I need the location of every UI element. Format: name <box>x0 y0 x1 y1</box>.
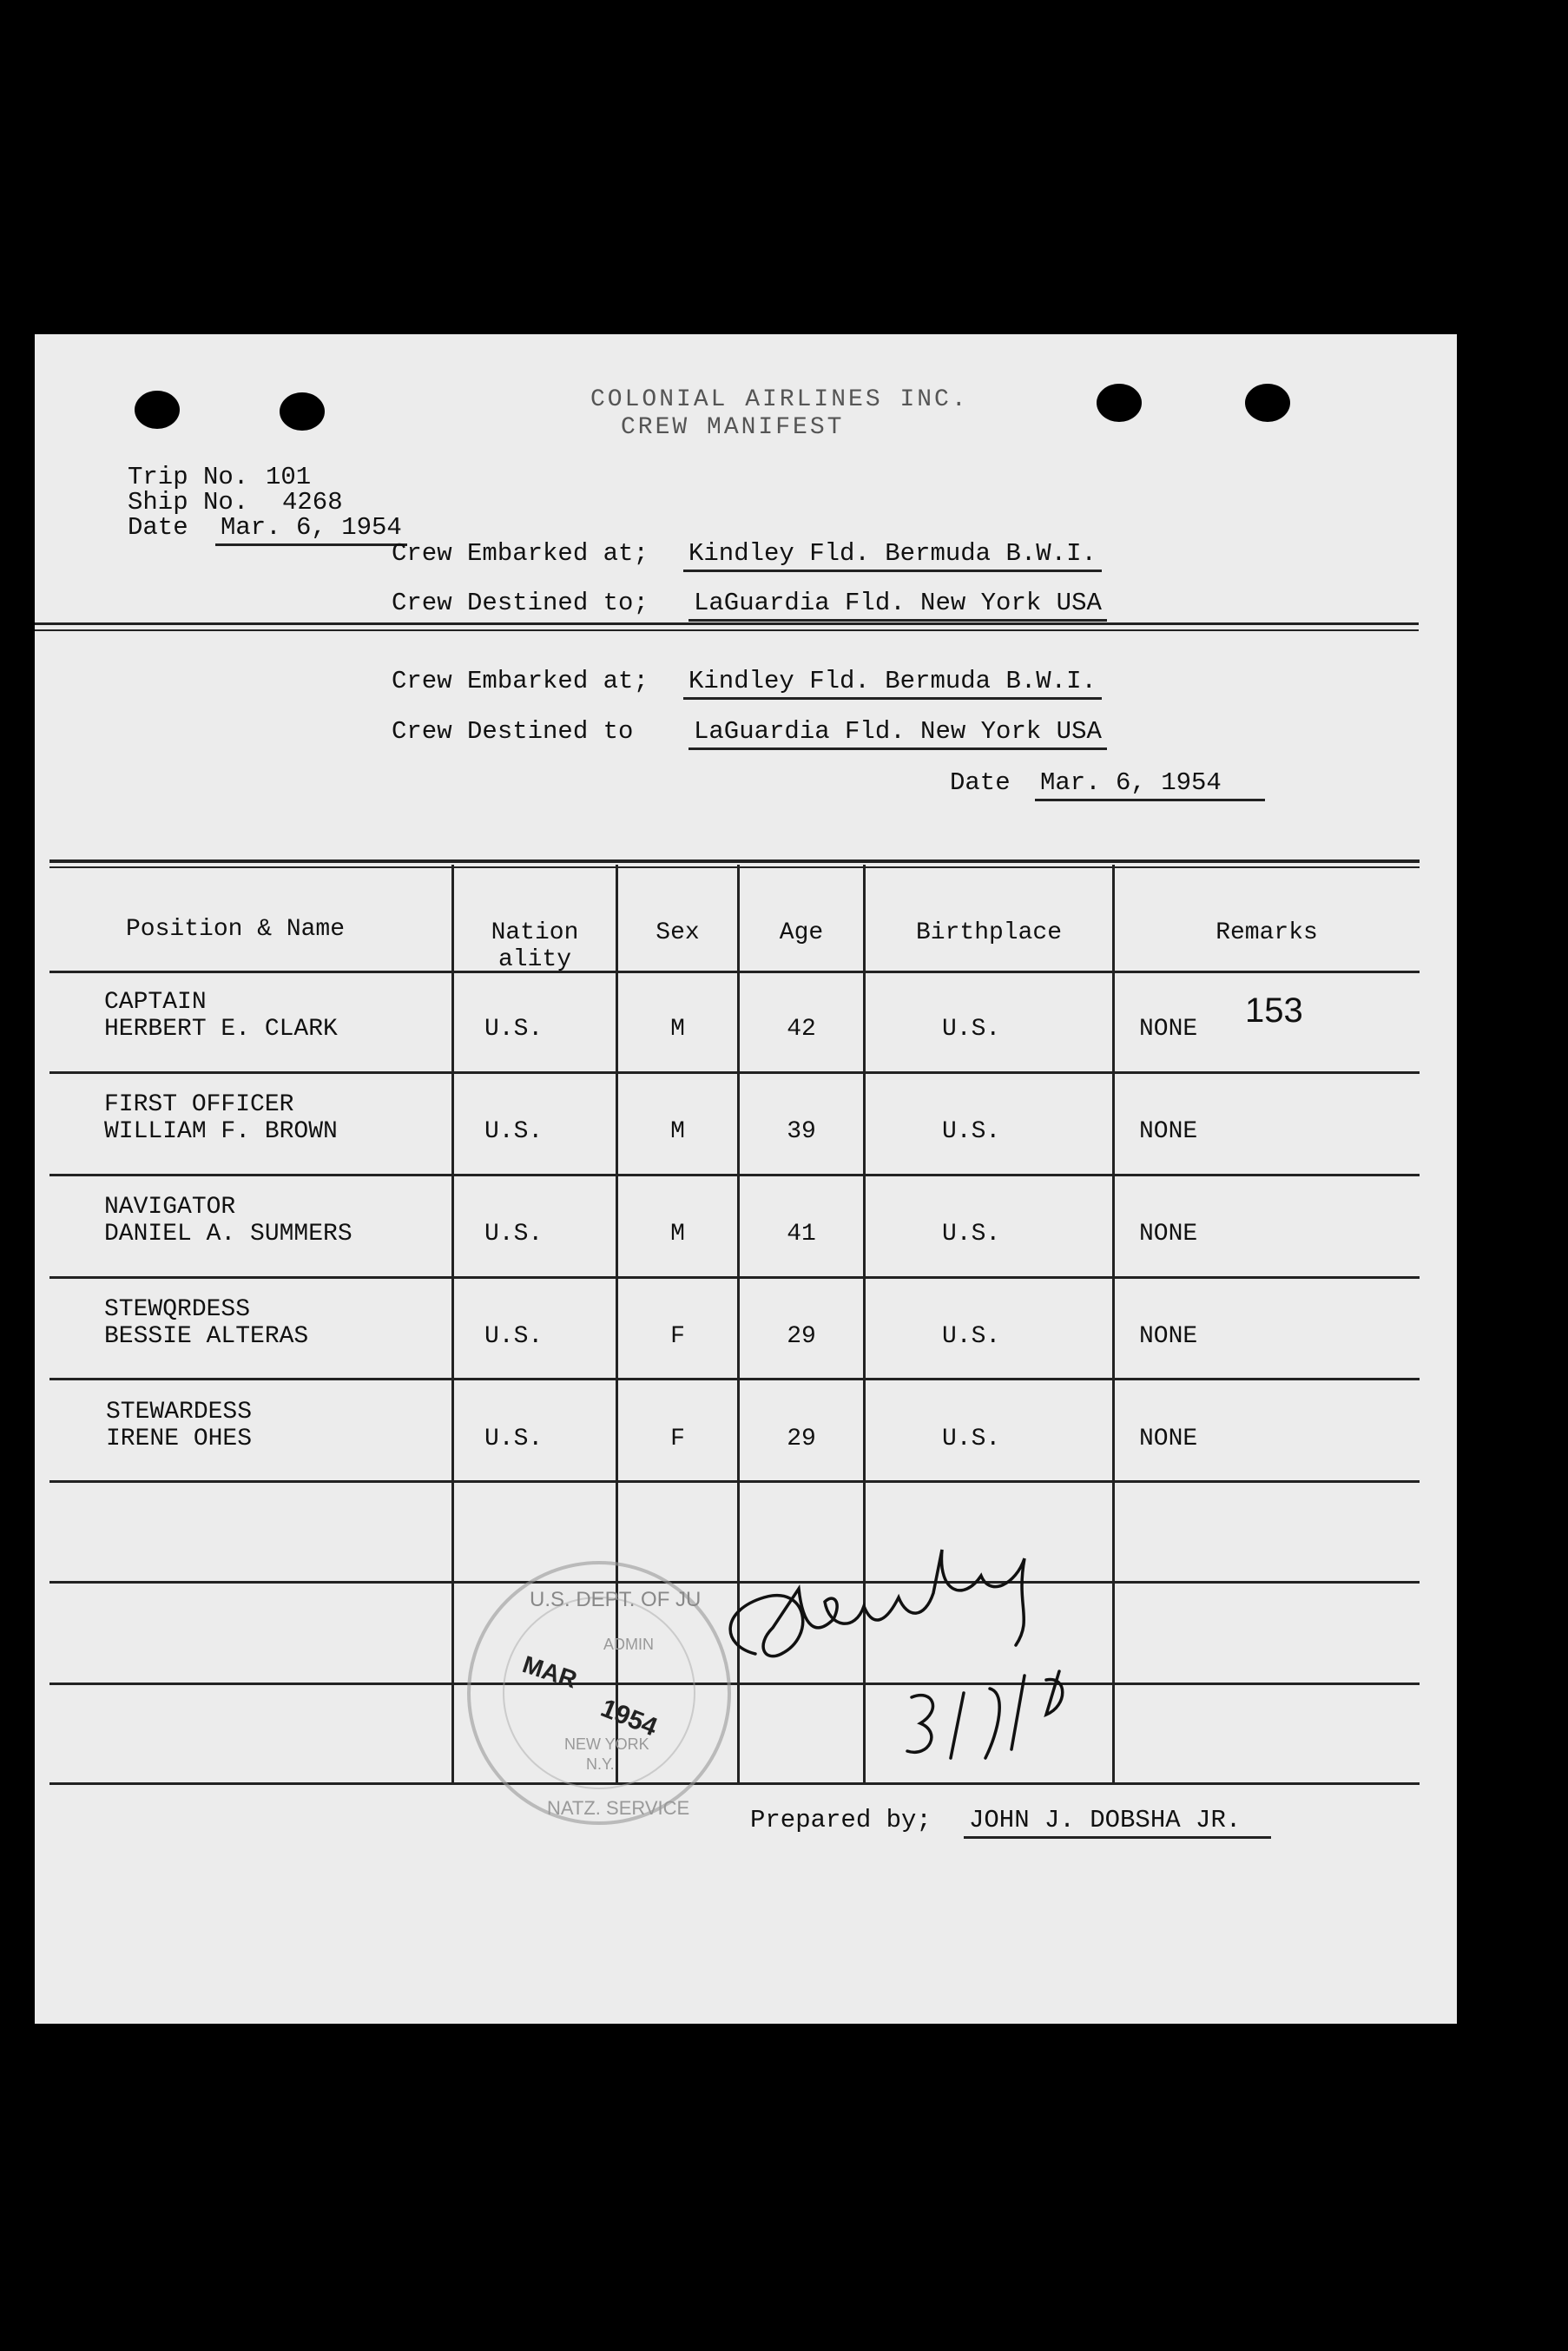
ship-number: 4268 <box>282 488 343 517</box>
punch-hole <box>1097 384 1142 422</box>
row-divider <box>49 1071 1420 1074</box>
trip-date: Mar. 6, 1954 <box>215 513 407 546</box>
row-name: WILLIAM F. BROWN <box>104 1118 338 1145</box>
embarked-location: Kindley Fld. Bermuda B.W.I. <box>683 539 1102 572</box>
row-birthplace: U.S. <box>942 1118 1001 1145</box>
punch-hole <box>1245 384 1290 422</box>
row-age: 41 <box>787 1221 816 1248</box>
row-divider <box>49 1174 1420 1176</box>
prepared-by-label: Prepared by; <box>750 1806 932 1834</box>
header-birthplace: Birthplace <box>915 919 1063 946</box>
immigration-stamp <box>391 1554 755 1849</box>
destined-label: Crew Destined to <box>392 717 634 746</box>
header-nationality: Nation ality <box>491 919 579 973</box>
row-remarks: NONE <box>1139 1426 1198 1452</box>
manifest-sheet <box>35 334 1457 2024</box>
manifest-title: CREW MANIFEST <box>621 414 845 441</box>
table-top-border <box>49 859 1420 863</box>
row-remarks: NONE <box>1139 1221 1198 1248</box>
row-position: CAPTAIN <box>104 989 207 1016</box>
row-remarks: NONE <box>1139 1016 1198 1043</box>
row-nationality: U.S. <box>484 1426 544 1452</box>
manifest-date: Mar. 6, 1954 <box>1035 768 1265 801</box>
header-sex: Sex <box>656 919 700 946</box>
row-birthplace: U.S. <box>942 1426 1001 1452</box>
row-birthplace: U.S. <box>942 1221 1001 1248</box>
embarked-location: Kindley Fld. Bermuda B.W.I. <box>683 667 1102 700</box>
svg-text:NATZ. SERVICE: NATZ. SERVICE <box>547 1797 690 1819</box>
destined-location: LaGuardia Fld. New York USA <box>688 717 1107 750</box>
row-nationality: U.S. <box>484 1016 544 1043</box>
destined-location: LaGuardia Fld. New York USA <box>688 589 1107 622</box>
row-divider <box>49 1276 1420 1279</box>
table-top-border <box>49 866 1420 868</box>
prepared-by-name: JOHN J. DOBSHA JR. <box>964 1806 1271 1839</box>
date-label: Date <box>950 768 1011 797</box>
inspector-signature <box>703 1524 1120 1784</box>
row-age: 29 <box>787 1323 816 1350</box>
row-nationality: U.S. <box>484 1323 544 1350</box>
row-position: FIRST OFFICER <box>104 1091 294 1118</box>
company-name: COLONIAL AIRLINES INC. <box>590 386 969 413</box>
row-sex: M <box>670 1016 685 1043</box>
row-divider <box>49 1378 1420 1380</box>
row-age: 39 <box>787 1118 816 1145</box>
divider <box>35 622 1419 625</box>
destined-label: Crew Destined to; <box>392 589 649 617</box>
row-name: DANIEL A. SUMMERS <box>104 1221 352 1248</box>
row-divider <box>49 1480 1420 1483</box>
row-position: STEWQRDESS <box>104 1296 251 1323</box>
svg-text:1954: 1954 <box>596 1693 662 1742</box>
row-nationality: U.S. <box>484 1118 544 1145</box>
row-remarks: NONE <box>1139 1323 1198 1350</box>
header-divider <box>49 971 1420 973</box>
svg-text:U.S. DEPT. OF JU: U.S. DEPT. OF JU <box>530 1588 702 1611</box>
svg-text:NEW YORK: NEW YORK <box>564 1735 649 1753</box>
embarked-label: Crew Embarked at; <box>392 539 649 568</box>
handwritten-number: 153 <box>1245 991 1303 1030</box>
row-age: 42 <box>787 1016 816 1043</box>
trip-number: 101 <box>266 463 312 491</box>
row-name: IRENE OHES <box>106 1426 253 1452</box>
svg-text:N.Y.: N.Y. <box>586 1755 615 1773</box>
row-remarks: NONE <box>1139 1118 1198 1145</box>
trip-label: Trip No. <box>128 463 249 491</box>
row-sex: M <box>670 1118 685 1145</box>
row-birthplace: U.S. <box>942 1323 1001 1350</box>
svg-text:ADMIN: ADMIN <box>603 1636 654 1653</box>
row-name: HERBERT E. CLARK <box>104 1016 338 1043</box>
date-label: Date <box>128 513 188 542</box>
punch-hole <box>135 391 180 429</box>
row-name: BESSIE ALTERAS <box>104 1323 309 1350</box>
row-sex: F <box>670 1426 685 1452</box>
divider <box>35 629 1419 631</box>
row-nationality: U.S. <box>484 1221 544 1248</box>
header-position-name: Position & Name <box>126 916 346 943</box>
ship-label: Ship No. <box>128 488 249 517</box>
embarked-label: Crew Embarked at; <box>392 667 649 695</box>
svg-text:MAR: MAR <box>519 1650 581 1694</box>
row-sex: F <box>670 1323 685 1350</box>
row-position: NAVIGATOR <box>104 1194 236 1221</box>
row-sex: M <box>670 1221 685 1248</box>
row-position: STEWARDESS <box>106 1399 253 1426</box>
row-age: 29 <box>787 1426 816 1452</box>
header-age: Age <box>779 919 824 946</box>
header-remarks: Remarks <box>1216 919 1318 946</box>
row-birthplace: U.S. <box>942 1016 1001 1043</box>
punch-hole <box>280 392 325 431</box>
